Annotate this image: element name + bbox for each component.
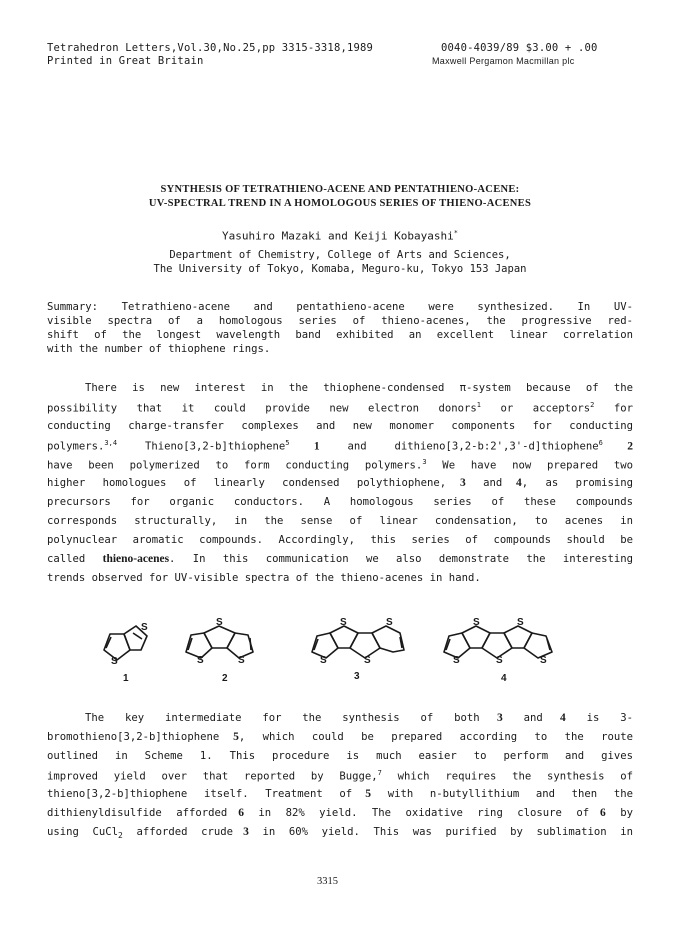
page-number: 3315 (317, 876, 338, 887)
sulfur-label: S (364, 655, 371, 666)
para2-line-4: improved yield over that reported by Bugge,$^7$ which requires the synthesis of (47, 769, 633, 783)
para2-line-3: outlined in Scheme 1. This procedure is much easier to perform and gives (47, 750, 633, 762)
journal-citation: Tetrahedron Letters,Vol.30,No.25,pp 3315-3318,1989 (47, 42, 374, 54)
para2-line-7: using CuCl$_2$ afforded crude 3 in 60% yield. This was purified by sublimation in (47, 826, 634, 841)
para2-line-1: The key intermediate for the synthesis of both 3 and 4 is 3- (85, 712, 634, 724)
sulfur-label: S (386, 617, 393, 628)
sulfur-label: S (141, 622, 148, 633)
para2-line-6: dithienyldisulfide afforded 6 in 82% yield. The oxidative ring closure of 6 by (47, 807, 633, 819)
sulfur-label: S (216, 617, 223, 628)
sulfur-label: S (111, 656, 118, 667)
para1-line-4: polymers.$^{3,4}$ Thieno[3,2-b]thiophene$^5$ 1 and dithieno[3,2-b:2',3'-d]thiophene$^6$ 2 (47, 439, 633, 453)
para1-line-11: trends observed for UV-visible spectra of the thieno-acenes in hand. (47, 572, 481, 584)
summary-line-1: Summary: Tetrathieno-acene and pentathieno-acene were synthesized. In UV- (47, 301, 633, 313)
compound-label-1: 1 (123, 673, 129, 684)
sulfur-label: S (238, 655, 245, 666)
para2-line-2: bromothieno[3,2-b]thiophene 5, which could be prepared according to the route (47, 731, 633, 743)
para1-line-8: corresponds structurally, in the sense of linear condensation, to acenes in (47, 515, 633, 527)
sulfur-label: S (540, 655, 547, 666)
sulfur-label: S (473, 617, 480, 628)
compound-4-structure (444, 626, 552, 658)
author-names: Yasuhiro Mazaki and Keiji Kobayashi (221, 229, 454, 243)
summary-line-2: visible spectra of a homologous series of thieno-acenes, the progressive red- (47, 315, 633, 327)
publisher: Maxwell Pergamon Macmillan plc (432, 56, 575, 66)
compound-2-structure (186, 626, 253, 658)
sulfur-label: S (340, 617, 347, 628)
compound-label-3: 3 (354, 671, 360, 682)
summary-line-4: with the number of thiophene rings. (47, 343, 271, 355)
price-code: 0040-4039/89 $3.00 + .00 (441, 42, 598, 54)
para1-line-9: polynuclear aromatic compounds. Accordingly, this series of compounds should be (47, 534, 633, 546)
authors (0, 229, 680, 243)
summary-line-3: shift of the longest wavelength band exhibited an excellent linear correlation (47, 329, 633, 341)
para2-line-5: thieno[3,2-b]thiophene itself. Treatment of 5 with n-butyllithium and then the (47, 788, 633, 800)
affiliation-line-2: The University of Tokyo, Komaba, Meguro-ku, Tokyo 153 Japan (153, 263, 527, 275)
compound-label-4: 4 (501, 673, 507, 684)
compound-structures-figure (0, 600, 680, 692)
sulfur-label: S (453, 655, 460, 666)
compound-label-2: 2 (222, 673, 228, 684)
article-title-line-1: SYNTHESIS OF TETRATHIENO-ACENE AND PENTATHIENO-ACENE: (160, 184, 520, 195)
para1-line-1: There is new interest in the thiophene-condensed π-system because of the (85, 382, 633, 394)
printed-note: Printed in Great Britain (47, 55, 204, 67)
sulfur-label: S (197, 655, 204, 666)
para1-line-7: precursors for organic conductors. A homologous series of these compounds (47, 496, 633, 508)
para1-line-3: conducting charge-transfer complexes and new monomer components for conducting (47, 420, 633, 432)
article-title-line-2: UV-SPECTRAL TREND IN A HOMOLOGOUS SERIES OF THIENO-ACENES (148, 198, 532, 209)
sulfur-label: S (320, 655, 327, 666)
para1-line-6: higher homologues of linearly condensed polythiophene, 3 and 4, as promising (47, 477, 633, 489)
para1-line-2: possibility that it could provide new electron donors$^1$ or acceptors$^2$ for (47, 401, 633, 415)
corresponding-author-mark: * (453, 229, 458, 237)
affiliation-line-1: Department of Chemistry, College of Arts and Sciences, (169, 249, 511, 261)
sulfur-label: S (496, 655, 503, 666)
sulfur-label: S (517, 617, 524, 628)
para1-line-10: called thieno-acenes. In this communication we also demonstrate the interesting (47, 553, 633, 565)
para1-line-5: have been polymerized to form conducting polymers.$^3$ We have now prepared two (47, 458, 633, 472)
compound-3-structure (312, 626, 404, 658)
